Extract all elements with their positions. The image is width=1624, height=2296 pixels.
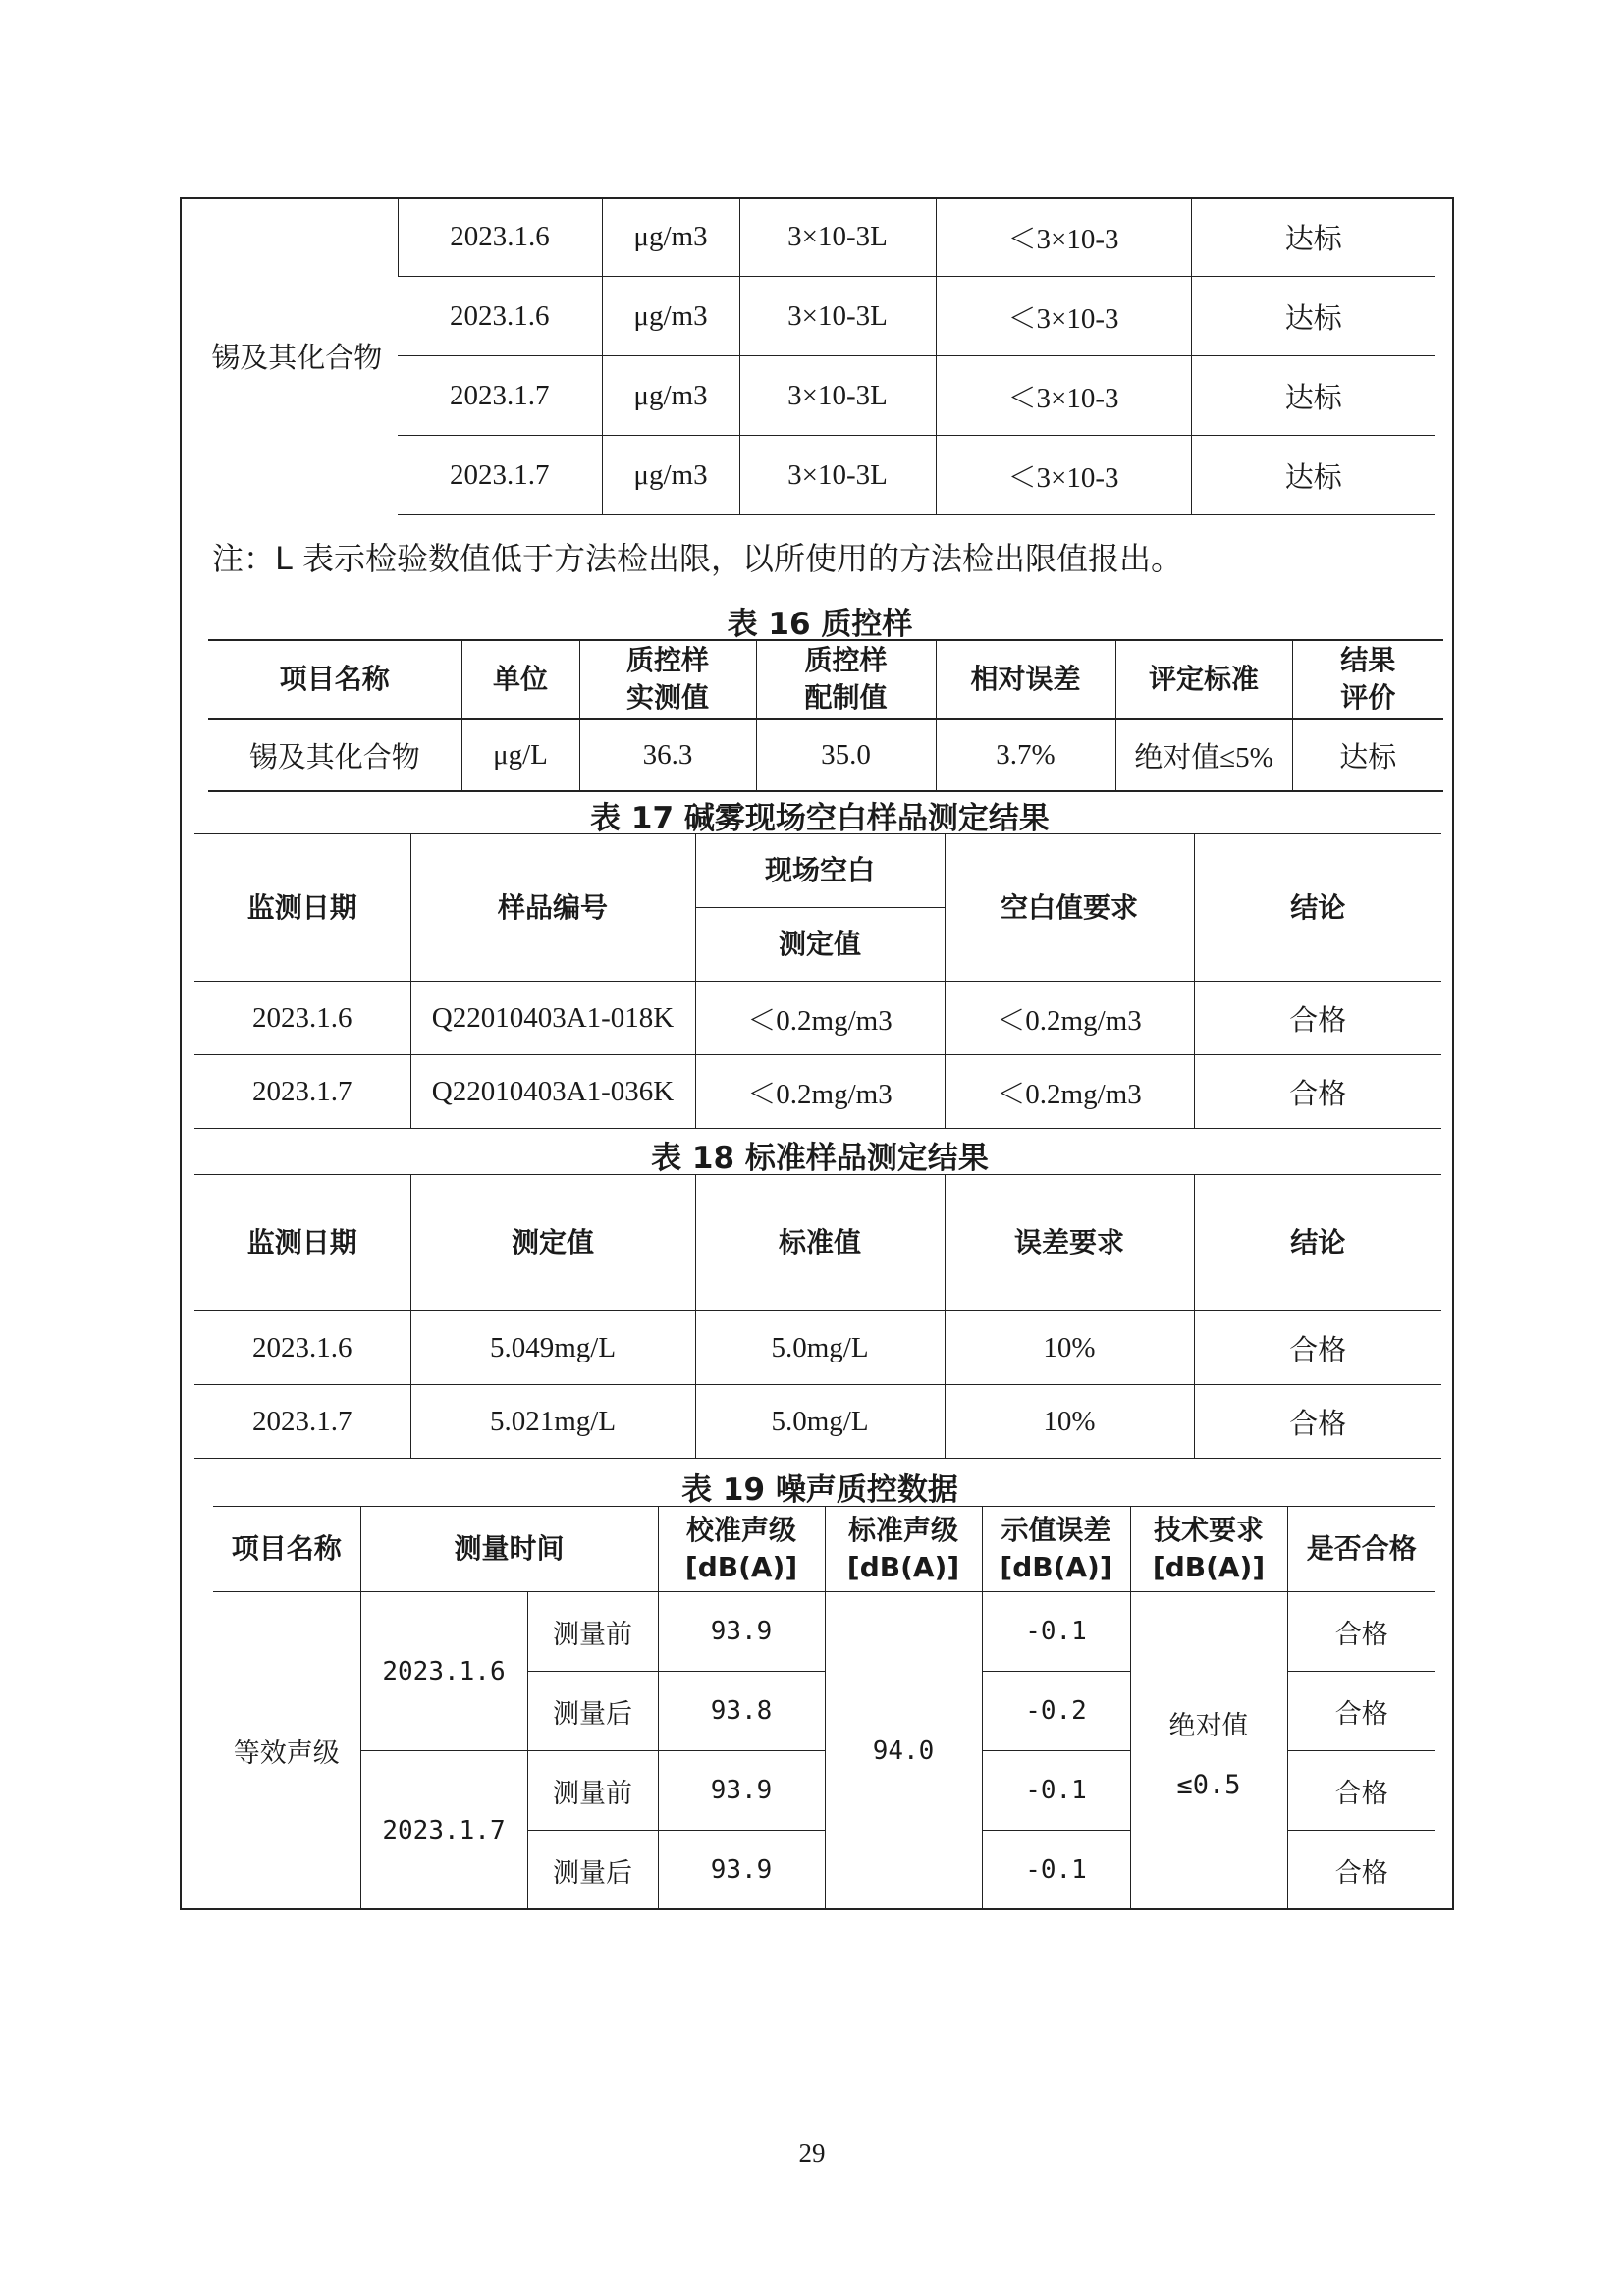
date-cell: 2023.1.7 bbox=[398, 436, 602, 515]
table17-caption: 表 17 碱雾现场空白样品测定结果 bbox=[590, 801, 1050, 836]
table-cell: 93.9 bbox=[658, 1831, 825, 1910]
table-cell: 2023.1.7 bbox=[194, 1055, 410, 1129]
table-row bbox=[194, 1385, 1441, 1459]
header-cell: 误差要求 bbox=[945, 1175, 1194, 1311]
table-cell: 2023.1.7 bbox=[194, 1385, 410, 1459]
table-cell: 绝对值≤5% bbox=[1115, 719, 1292, 791]
table19 bbox=[213, 1506, 1435, 1910]
table-cell: 合格 bbox=[1287, 1592, 1435, 1672]
eval-cell: 达标 bbox=[1191, 197, 1435, 277]
table19-caption: 表 19 噪声质控数据 bbox=[681, 1472, 958, 1508]
limit-cell: 3×10-3L bbox=[739, 356, 936, 436]
header-cell: 标准值 bbox=[695, 1175, 945, 1311]
table-cell: ＜0.2mg/m3 bbox=[945, 1055, 1194, 1129]
table-cell: 5.0mg/L bbox=[695, 1311, 945, 1385]
header-cell: 现场空白 bbox=[695, 834, 945, 908]
table-cell: 93.9 bbox=[658, 1751, 825, 1831]
table-cell: 10% bbox=[945, 1385, 1194, 1459]
table-row bbox=[213, 1592, 1435, 1672]
result-cell: ＜3×10-3 bbox=[936, 277, 1191, 356]
table-header-row bbox=[213, 1507, 1435, 1592]
phase-cell: 测量后 bbox=[527, 1831, 658, 1910]
table-row bbox=[194, 1311, 1441, 1385]
header-cell: 测定值 bbox=[695, 908, 945, 982]
table18-caption: 表 18 标准样品测定结果 bbox=[651, 1141, 989, 1176]
table-cell: -0.1 bbox=[982, 1751, 1130, 1831]
table-row bbox=[208, 719, 1443, 791]
header-cell: 测定值 bbox=[410, 1175, 695, 1311]
table-cell: ＜0.2mg/m3 bbox=[945, 982, 1194, 1055]
table-cell: -0.1 bbox=[982, 1592, 1130, 1672]
table-cell: 2023.1.6 bbox=[194, 1311, 410, 1385]
table-cell: 10% bbox=[945, 1311, 1194, 1385]
table-cell: 93.9 bbox=[658, 1592, 825, 1672]
table-row bbox=[194, 982, 1441, 1055]
phase-cell: 测量前 bbox=[527, 1751, 658, 1831]
table-cell: 35.0 bbox=[756, 719, 936, 791]
table-cell: 3.7% bbox=[936, 719, 1115, 791]
header-cell: 测量时间 bbox=[360, 1507, 658, 1592]
footnote: 注：L 表示检验数值低于方法检出限，以所使用的方法检出限值报出。 bbox=[212, 540, 1183, 577]
table-cell: -0.2 bbox=[982, 1672, 1130, 1751]
table-cell: Q22010403A1-036K bbox=[410, 1055, 695, 1129]
header-cell: 监测日期 bbox=[194, 1175, 410, 1311]
header-cell: 样品编号 bbox=[410, 834, 695, 982]
table-cell: 5.021mg/L bbox=[410, 1385, 695, 1459]
header-cell: 项目名称 bbox=[213, 1507, 360, 1592]
unit-cell: μg/m3 bbox=[602, 277, 739, 356]
header-cell: 质控样 配制值 bbox=[756, 640, 936, 719]
table-cell: 5.0mg/L bbox=[695, 1385, 945, 1459]
header-cell: 结论 bbox=[1194, 834, 1441, 982]
date-cell: 2023.1.7 bbox=[360, 1751, 527, 1910]
table-cell: 36.3 bbox=[579, 719, 756, 791]
unit-cell: μg/m3 bbox=[602, 197, 739, 277]
header-cell: 评定标准 bbox=[1115, 640, 1292, 719]
header-cell: 相对误差 bbox=[936, 640, 1115, 719]
table-cell: 2023.1.6 bbox=[194, 982, 410, 1055]
header-cell: 空白值要求 bbox=[945, 834, 1194, 982]
table-cell: ＜0.2mg/m3 bbox=[695, 1055, 945, 1129]
eval-cell: 达标 bbox=[1191, 356, 1435, 436]
table-cell: 合格 bbox=[1287, 1831, 1435, 1910]
table-cell: 93.8 bbox=[658, 1672, 825, 1751]
header-cell: 是否合格 bbox=[1287, 1507, 1435, 1592]
table-cell: Q22010403A1-018K bbox=[410, 982, 695, 1055]
table-cell: 合格 bbox=[1194, 1311, 1441, 1385]
table-row bbox=[194, 1055, 1441, 1129]
table16-caption: 表 16 质控样 bbox=[727, 607, 913, 642]
phase-cell: 测量后 bbox=[527, 1672, 658, 1751]
table-cell: 达标 bbox=[1292, 719, 1443, 791]
result-cell: ＜3×10-3 bbox=[936, 436, 1191, 515]
table-cell: μg/L bbox=[461, 719, 579, 791]
table-cell: 合格 bbox=[1287, 1672, 1435, 1751]
result-cell: ＜3×10-3 bbox=[936, 197, 1191, 277]
eval-cell: 达标 bbox=[1191, 277, 1435, 356]
date-cell: 2023.1.6 bbox=[360, 1592, 527, 1751]
header-cell: 监测日期 bbox=[194, 834, 410, 982]
table-cell: 合格 bbox=[1194, 1055, 1441, 1129]
table-cell: 合格 bbox=[1194, 982, 1441, 1055]
table-row bbox=[196, 197, 1435, 277]
eval-cell: 达标 bbox=[1191, 436, 1435, 515]
table-header-row bbox=[194, 834, 1441, 908]
table-cell: ＜0.2mg/m3 bbox=[695, 982, 945, 1055]
header-cell: 结果 评价 bbox=[1292, 640, 1443, 719]
item-name: 锡及其化合物 bbox=[211, 343, 383, 375]
table-cell: 锡及其化合物 bbox=[208, 719, 461, 791]
limit-cell: 3×10-3L bbox=[739, 197, 936, 277]
header-cell: 单位 bbox=[461, 640, 579, 719]
limit-cell: 3×10-3L bbox=[739, 277, 936, 356]
limit-cell: 3×10-3L bbox=[739, 436, 936, 515]
table18 bbox=[194, 1174, 1441, 1459]
date-cell: 2023.1.6 bbox=[398, 197, 602, 277]
table16 bbox=[208, 639, 1443, 792]
date-cell: 2023.1.6 bbox=[398, 277, 602, 356]
std-level-cell: 94.0 bbox=[825, 1592, 982, 1910]
table-cell: 合格 bbox=[1287, 1751, 1435, 1831]
header-cell: 技术要求 [dB(A)] bbox=[1130, 1507, 1287, 1592]
header-cell: 质控样 实测值 bbox=[579, 640, 756, 719]
item-name: 等效声级 bbox=[213, 1592, 360, 1910]
header-cell: 标准声级 [dB(A)] bbox=[825, 1507, 982, 1592]
page-number: 29 bbox=[798, 2138, 826, 2167]
unit-cell: μg/m3 bbox=[602, 436, 739, 515]
phase-cell: 测量前 bbox=[527, 1592, 658, 1672]
table-header-row bbox=[208, 640, 1443, 719]
header-cell: 校准声级 [dB(A)] bbox=[658, 1507, 825, 1592]
table-header-row bbox=[194, 1175, 1441, 1311]
header-cell: 项目名称 bbox=[208, 640, 461, 719]
table17 bbox=[194, 833, 1441, 1129]
header-cell: 结论 bbox=[1194, 1175, 1441, 1311]
requirement-cell: 绝对值 ≤0.5 bbox=[1130, 1592, 1287, 1910]
result-cell: ＜3×10-3 bbox=[936, 356, 1191, 436]
table-cell: 5.049mg/L bbox=[410, 1311, 695, 1385]
header-cell: 示值误差 [dB(A)] bbox=[982, 1507, 1130, 1592]
table-cell: -0.1 bbox=[982, 1831, 1130, 1910]
table-cell: 合格 bbox=[1194, 1385, 1441, 1459]
date-cell: 2023.1.7 bbox=[398, 356, 602, 436]
unit-cell: μg/m3 bbox=[602, 356, 739, 436]
tin-results-table bbox=[196, 197, 1435, 515]
